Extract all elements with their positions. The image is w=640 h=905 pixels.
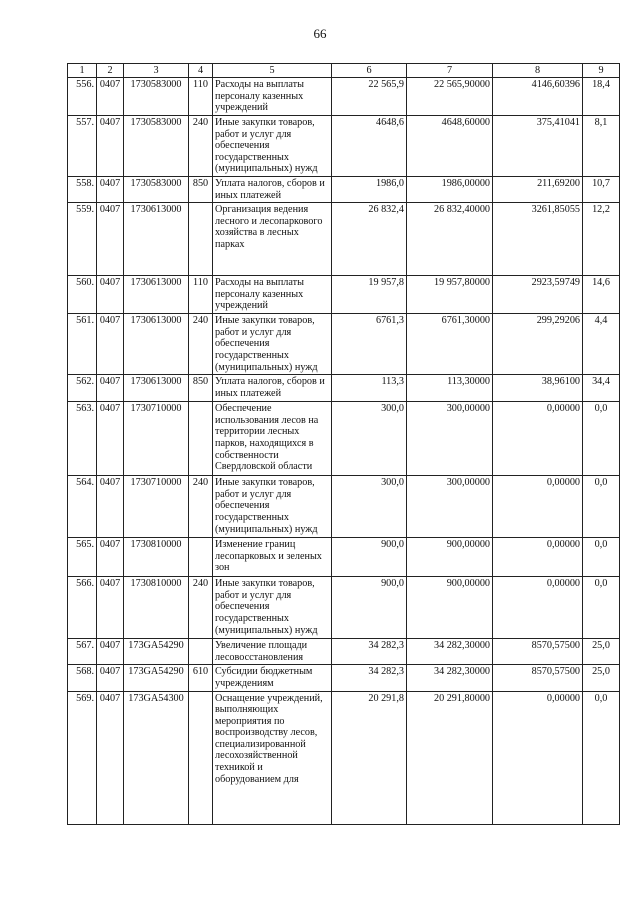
row-number: 558. xyxy=(68,176,97,202)
planned-amount: 4648,6 xyxy=(332,116,407,177)
target-code: 1730583000 xyxy=(124,116,189,177)
expense-type-code xyxy=(189,691,213,824)
target-code: 1730583000 xyxy=(124,78,189,116)
expense-type-code xyxy=(189,402,213,476)
page-number: 66 xyxy=(313,26,327,41)
column-header: 3 xyxy=(124,64,189,78)
approved-amount: 34 282,30000 xyxy=(407,639,493,665)
executed-amount: 8570,57500 xyxy=(493,639,583,665)
row-number: 556. xyxy=(68,78,97,116)
execution-percent: 12,2 xyxy=(583,203,620,276)
section-code: 0407 xyxy=(97,116,124,177)
target-code: 173GA54290 xyxy=(124,639,189,665)
target-code: 1730583000 xyxy=(124,176,189,202)
section-code: 0407 xyxy=(97,203,124,276)
planned-amount: 113,3 xyxy=(332,375,407,402)
execution-percent: 4,4 xyxy=(583,314,620,375)
row-number: 557. xyxy=(68,116,97,177)
table-row xyxy=(68,538,620,577)
expense-type-code: 110 xyxy=(189,276,213,314)
expense-name: Увеличение площади лесовосстановления xyxy=(213,639,332,665)
execution-percent: 8,1 xyxy=(583,116,620,177)
execution-percent: 0,0 xyxy=(583,476,620,538)
planned-amount: 22 565,9 xyxy=(332,78,407,116)
planned-amount: 20 291,8 xyxy=(332,691,407,824)
expense-type-code: 240 xyxy=(189,577,213,639)
table-row xyxy=(68,639,620,665)
executed-amount: 0,00000 xyxy=(493,402,583,476)
approved-amount: 20 291,80000 xyxy=(407,691,493,824)
section-code: 0407 xyxy=(97,375,124,402)
expense-type-code xyxy=(189,639,213,665)
budget-table xyxy=(67,63,620,825)
execution-percent: 10,7 xyxy=(583,176,620,202)
execution-percent: 0,0 xyxy=(583,577,620,639)
table-row xyxy=(68,276,620,314)
target-code: 1730613000 xyxy=(124,203,189,276)
expense-name: Уплата налогов, сборов и иных платежей xyxy=(213,176,332,202)
column-header: 5 xyxy=(213,64,332,78)
section-code: 0407 xyxy=(97,665,124,691)
expense-type-code: 240 xyxy=(189,314,213,375)
expense-name: Расходы на выплаты персоналу казенных учреждений xyxy=(213,78,332,116)
column-header: 4 xyxy=(189,64,213,78)
column-header: 1 xyxy=(68,64,97,78)
expense-name: Иные закупки товаров, работ и услуг для обеспечения государственных (муниципальных) нужд xyxy=(213,314,332,375)
table-row xyxy=(68,314,620,375)
column-header: 7 xyxy=(407,64,493,78)
executed-amount: 211,69200 xyxy=(493,176,583,202)
section-code: 0407 xyxy=(97,691,124,824)
expense-name: Изменение границ лесопарковых и зеленых зон xyxy=(213,538,332,577)
planned-amount: 300,0 xyxy=(332,402,407,476)
planned-amount: 900,0 xyxy=(332,538,407,577)
execution-percent: 0,0 xyxy=(583,402,620,476)
table-row xyxy=(68,78,620,116)
planned-amount: 26 832,4 xyxy=(332,203,407,276)
executed-amount: 2923,59749 xyxy=(493,276,583,314)
row-number: 564. xyxy=(68,476,97,538)
expense-name: Иные закупки товаров, работ и услуг для обеспечения государственных (муниципальных) нужд xyxy=(213,116,332,177)
planned-amount: 300,0 xyxy=(332,476,407,538)
target-code: 1730613000 xyxy=(124,375,189,402)
approved-amount: 300,00000 xyxy=(407,476,493,538)
target-code: 1730710000 xyxy=(124,402,189,476)
section-code: 0407 xyxy=(97,276,124,314)
approved-amount: 19 957,80000 xyxy=(407,276,493,314)
header-row xyxy=(68,64,620,78)
row-number: 559. xyxy=(68,203,97,276)
table-row xyxy=(68,176,620,202)
expense-name: Уплата налогов, сборов и иных платежей xyxy=(213,375,332,402)
column-header: 8 xyxy=(493,64,583,78)
target-code: 173GA54300 xyxy=(124,691,189,824)
target-code: 1730613000 xyxy=(124,314,189,375)
approved-amount: 1986,00000 xyxy=(407,176,493,202)
expense-type-code: 240 xyxy=(189,476,213,538)
target-code: 173GA54290 xyxy=(124,665,189,691)
section-code: 0407 xyxy=(97,538,124,577)
execution-percent: 0,0 xyxy=(583,691,620,824)
target-code: 1730810000 xyxy=(124,538,189,577)
table-row xyxy=(68,402,620,476)
target-code: 1730710000 xyxy=(124,476,189,538)
expense-name: Иные закупки товаров, работ и услуг для обеспечения государственных (муниципальных) нужд xyxy=(213,476,332,538)
executed-amount: 0,00000 xyxy=(493,476,583,538)
table-body xyxy=(68,64,620,825)
approved-amount: 22 565,90000 xyxy=(407,78,493,116)
executed-amount: 38,96100 xyxy=(493,375,583,402)
column-header: 6 xyxy=(332,64,407,78)
executed-amount: 0,00000 xyxy=(493,577,583,639)
row-number: 561. xyxy=(68,314,97,375)
section-code: 0407 xyxy=(97,577,124,639)
expense-name: Организация ведения лесного и лесопаркового хозяйства в лесных парках xyxy=(213,203,332,276)
execution-percent: 14,6 xyxy=(583,276,620,314)
planned-amount: 900,0 xyxy=(332,577,407,639)
expense-type-code: 610 xyxy=(189,665,213,691)
table-row xyxy=(68,691,620,824)
section-code: 0407 xyxy=(97,176,124,202)
approved-amount: 6761,30000 xyxy=(407,314,493,375)
row-number: 567. xyxy=(68,639,97,665)
row-number: 562. xyxy=(68,375,97,402)
expense-type-code: 850 xyxy=(189,176,213,202)
expense-name: Иные закупки товаров, работ и услуг для обеспечения государственных (муниципальных) нужд xyxy=(213,577,332,639)
execution-percent: 25,0 xyxy=(583,639,620,665)
column-header: 2 xyxy=(97,64,124,78)
expense-name: Обеспечение использования лесов на территории лесных парков, находящихся в собственности Свердловской области xyxy=(213,402,332,476)
executed-amount: 0,00000 xyxy=(493,691,583,824)
section-code: 0407 xyxy=(97,402,124,476)
expense-type-code xyxy=(189,538,213,577)
approved-amount: 4648,60000 xyxy=(407,116,493,177)
planned-amount: 34 282,3 xyxy=(332,639,407,665)
row-number: 568. xyxy=(68,665,97,691)
expense-name: Субсидии бюджетным учреждениям xyxy=(213,665,332,691)
planned-amount: 19 957,8 xyxy=(332,276,407,314)
executed-amount: 0,00000 xyxy=(493,538,583,577)
executed-amount: 8570,57500 xyxy=(493,665,583,691)
planned-amount: 6761,3 xyxy=(332,314,407,375)
executed-amount: 375,41041 xyxy=(493,116,583,177)
approved-amount: 900,00000 xyxy=(407,538,493,577)
expense-name: Расходы на выплаты персоналу казенных учреждений xyxy=(213,276,332,314)
section-code: 0407 xyxy=(97,314,124,375)
table-row xyxy=(68,577,620,639)
table-row xyxy=(68,665,620,691)
section-code: 0407 xyxy=(97,476,124,538)
approved-amount: 113,30000 xyxy=(407,375,493,402)
section-code: 0407 xyxy=(97,639,124,665)
approved-amount: 26 832,40000 xyxy=(407,203,493,276)
expense-name: Оснащение учреждений, выполняющих мероприятия по воспроизводству лесов, специализированной лесохозяйственной техникой и оборудованием для xyxy=(213,691,332,824)
execution-percent: 34,4 xyxy=(583,375,620,402)
approved-amount: 34 282,30000 xyxy=(407,665,493,691)
expense-type-code xyxy=(189,203,213,276)
row-number: 566. xyxy=(68,577,97,639)
expense-type-code: 240 xyxy=(189,116,213,177)
section-code: 0407 xyxy=(97,78,124,116)
executed-amount: 299,29206 xyxy=(493,314,583,375)
planned-amount: 1986,0 xyxy=(332,176,407,202)
row-number: 565. xyxy=(68,538,97,577)
target-code: 1730810000 xyxy=(124,577,189,639)
target-code: 1730613000 xyxy=(124,276,189,314)
row-number: 560. xyxy=(68,276,97,314)
execution-percent: 0,0 xyxy=(583,538,620,577)
table-row xyxy=(68,476,620,538)
execution-percent: 18,4 xyxy=(583,78,620,116)
expense-type-code: 850 xyxy=(189,375,213,402)
executed-amount: 3261,85055 xyxy=(493,203,583,276)
table-row xyxy=(68,203,620,276)
execution-percent: 25,0 xyxy=(583,665,620,691)
approved-amount: 300,00000 xyxy=(407,402,493,476)
expense-type-code: 110 xyxy=(189,78,213,116)
table-row xyxy=(68,375,620,402)
executed-amount: 4146,60396 xyxy=(493,78,583,116)
row-number: 569. xyxy=(68,691,97,824)
approved-amount: 900,00000 xyxy=(407,577,493,639)
row-number: 563. xyxy=(68,402,97,476)
column-header: 9 xyxy=(583,64,620,78)
table-row xyxy=(68,116,620,177)
planned-amount: 34 282,3 xyxy=(332,665,407,691)
